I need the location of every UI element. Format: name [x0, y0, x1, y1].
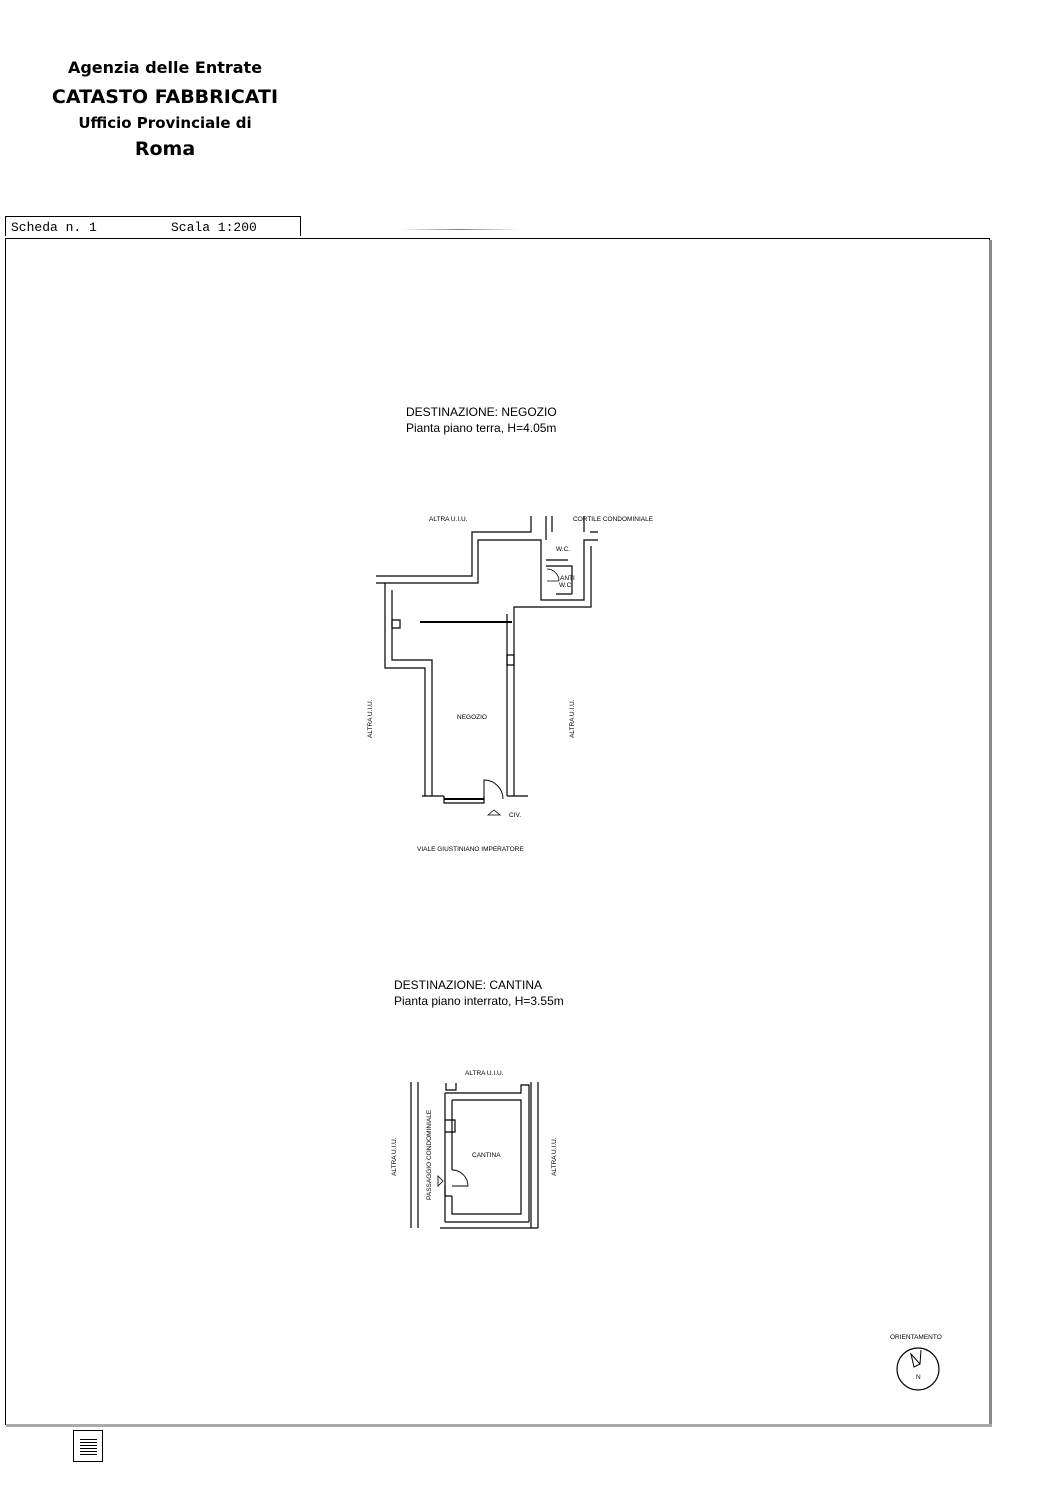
basement-bottom-wall	[440, 1222, 538, 1228]
label-cantina: CANTINA	[472, 1152, 501, 1159]
label-passaggio: PASSAGGIO CONDOMINIALE	[426, 1109, 433, 1200]
registry-title: CATASTO FABBRICATI	[51, 86, 279, 108]
label-anti: ANTI	[560, 575, 575, 582]
basement-pier	[445, 1120, 455, 1132]
label-altra-left: ALTRA U.I.U.	[367, 699, 374, 738]
ground-left-wall	[385, 583, 425, 796]
label-negozio: NEGOZIO	[457, 714, 487, 721]
scheda-number: Scheda n. 1	[11, 220, 97, 235]
basement-threshold	[445, 1186, 452, 1196]
ground-wc-door	[547, 569, 559, 581]
entrance-marker	[488, 810, 500, 815]
ground-left-wall-inner	[392, 590, 432, 796]
basement-passage-wall-left	[411, 1082, 418, 1228]
compass-label: ORIENTAMENTO	[890, 1334, 942, 1341]
document-icon[interactable]	[73, 1430, 103, 1462]
label-basement-altra-right: ALTRA U.I.U.	[551, 1137, 558, 1176]
label-basement-altra-top: ALTRA U.I.U.	[465, 1070, 504, 1077]
ground-right-wall	[514, 546, 591, 796]
ground-pier	[392, 620, 514, 665]
compass-needle	[911, 1350, 921, 1367]
label-cortile: CORTILE CONDOMINIALE	[573, 516, 654, 523]
basement-destination: DESTINAZIONE: CANTINA	[394, 978, 543, 992]
compass-circle	[897, 1348, 939, 1390]
office-city: Roma	[134, 138, 196, 160]
office-label: Ufficio Provinciale di	[78, 114, 252, 132]
label-street: VIALE GIUSTINIANO IMPERATORE	[417, 846, 524, 853]
basement-door-swing	[452, 1170, 468, 1186]
ground-destination: DESTINAZIONE: NEGOZIO	[406, 405, 557, 419]
ground-floor-info: Pianta piano terra, H=4.05m	[406, 421, 557, 435]
agency-name: Agenzia delle Entrate	[67, 58, 263, 77]
ground-outer-wall	[376, 516, 531, 576]
label-wc: W.C.	[556, 546, 571, 553]
basement-entrance-marker	[438, 1176, 443, 1186]
label-civ: CIV.	[509, 812, 522, 819]
ground-door-swing	[484, 780, 503, 799]
label-altra-right: ALTRA U.I.U.	[569, 699, 576, 738]
label-altra-top: ALTRA U.I.U.	[429, 516, 468, 523]
basement-floor-info: Pianta piano interrato, H=3.55m	[394, 994, 564, 1008]
label-basement-altra-left: ALTRA U.I.U.	[391, 1137, 398, 1176]
scale-label: Scala 1:200	[171, 220, 257, 235]
compass-north: N	[916, 1374, 921, 1381]
label-anti-wc: W.C.	[559, 582, 574, 589]
